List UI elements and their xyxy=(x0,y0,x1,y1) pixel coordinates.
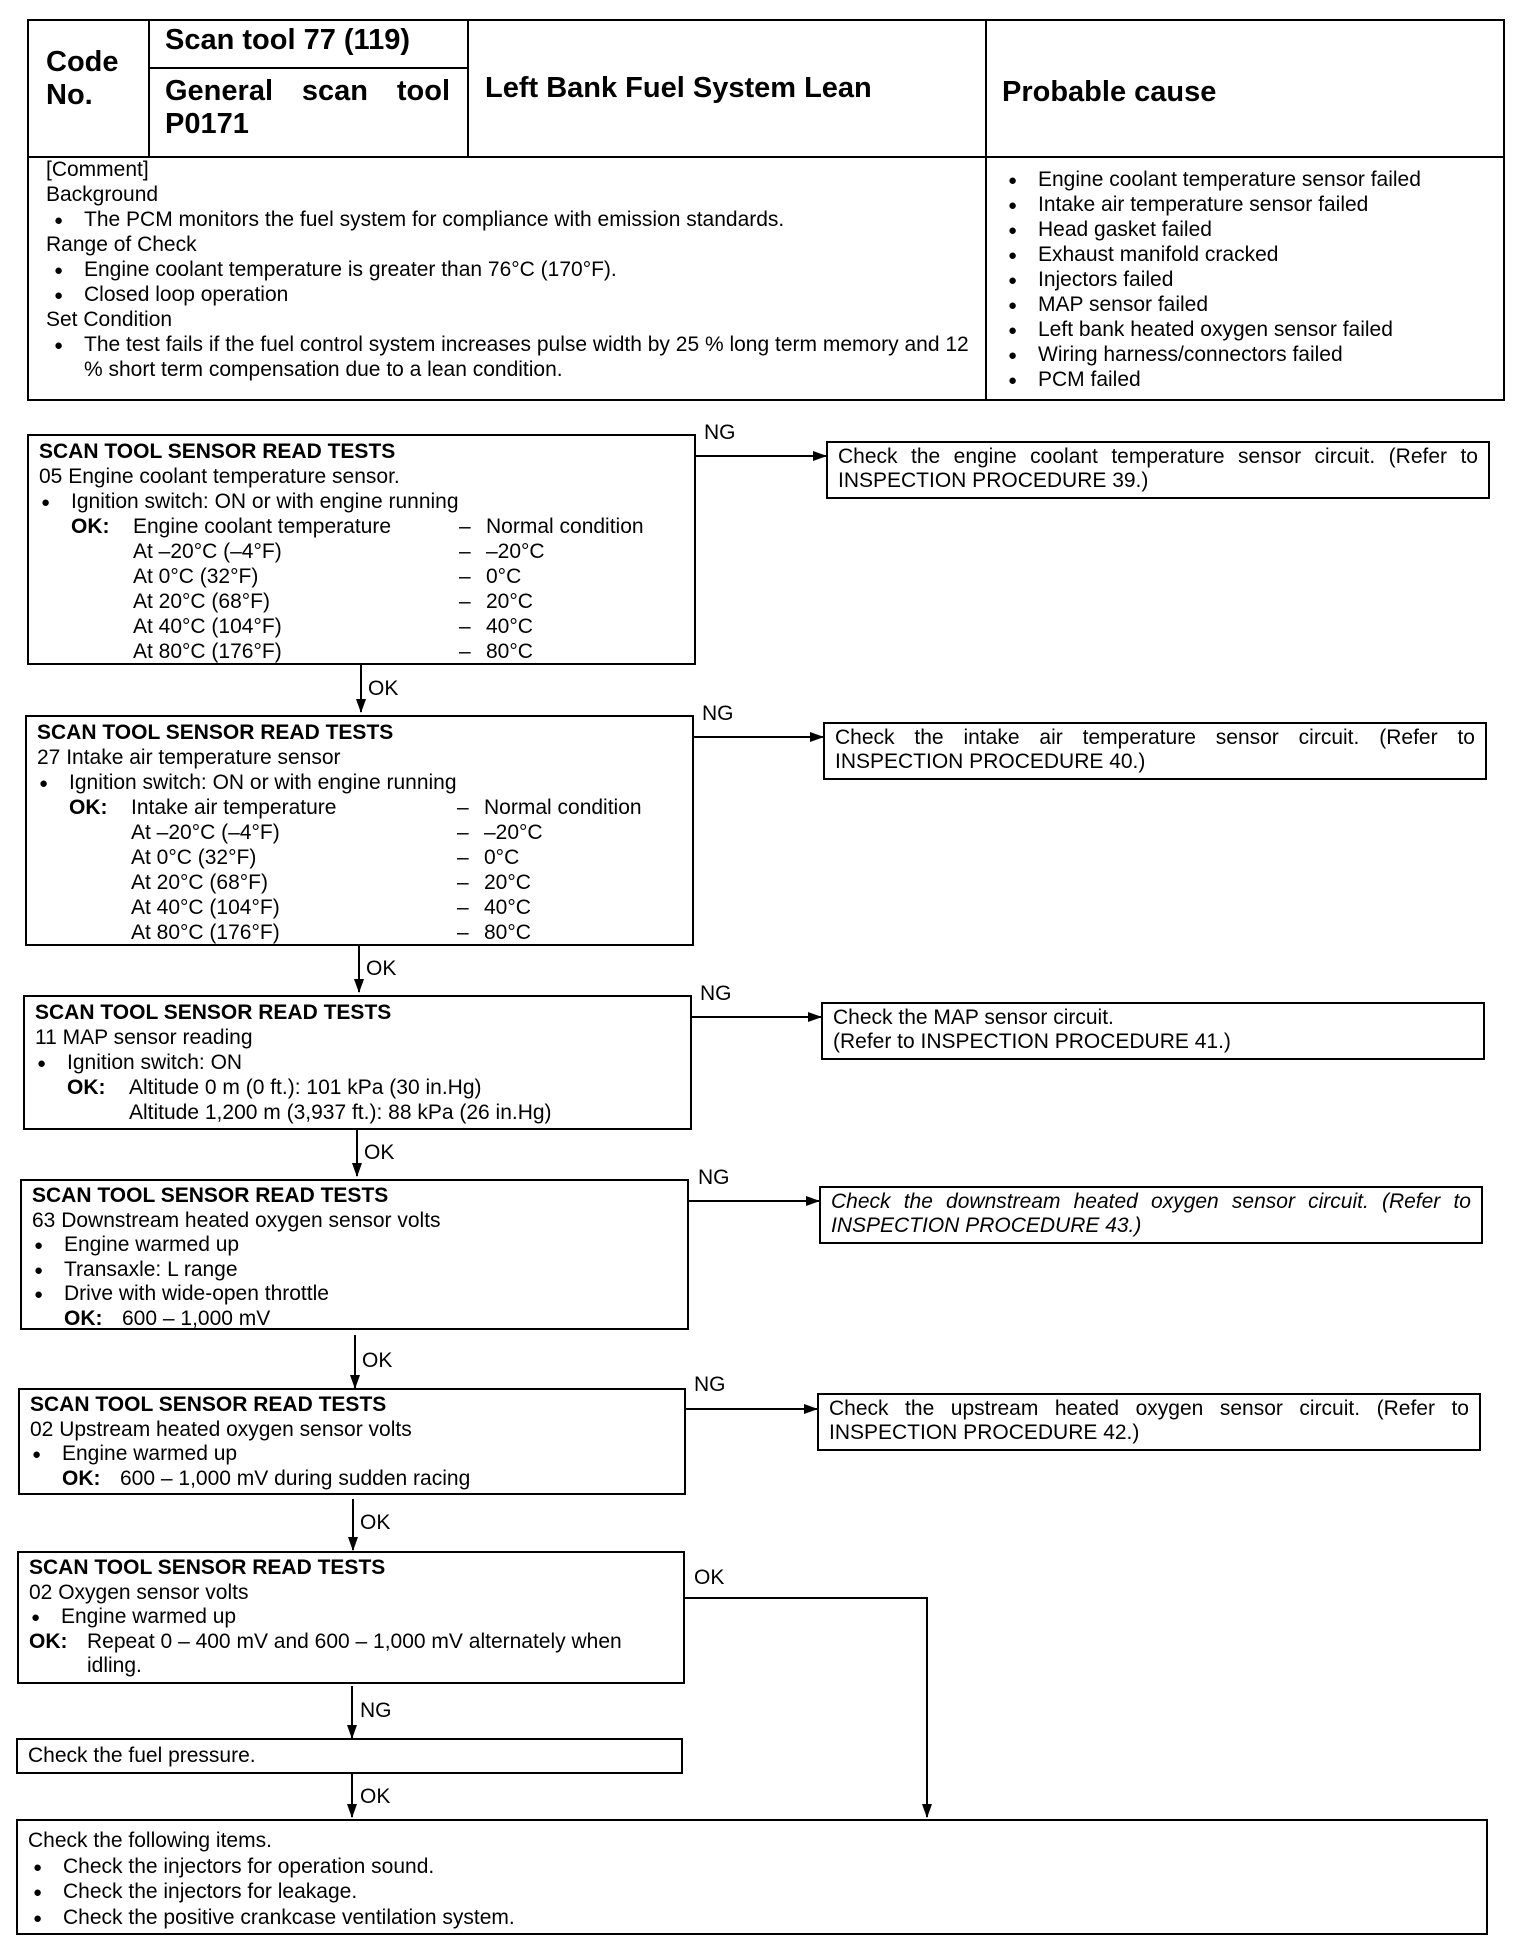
dash: – xyxy=(459,515,471,538)
ok-label: OK xyxy=(364,1141,395,1164)
ok-label: OK: xyxy=(71,515,110,538)
ok-value: 600 – 1,000 mV during sudden racing xyxy=(120,1466,471,1490)
row-left: At 0°C (32°F) xyxy=(131,846,257,869)
cause-item: ● Head gasket failed xyxy=(1038,217,1498,242)
final-item: ● Check the injectors for leakage. xyxy=(63,1879,1511,1905)
dash: – xyxy=(459,640,471,663)
cause-item: ● Left bank heated oxygen sensor failed xyxy=(1038,317,1498,342)
ok-value: 600 – 1,000 mV xyxy=(122,1306,271,1330)
scan-tool-code: Scan tool 77 (119) xyxy=(165,24,410,56)
ok-row xyxy=(131,895,776,920)
range-item-2: ● Closed loop operation xyxy=(84,282,1014,307)
ok-label: OK xyxy=(362,1349,393,1372)
test-title: SCAN TOOL SENSOR READ TESTS xyxy=(29,1556,386,1579)
ok-row xyxy=(133,539,778,564)
ok-row xyxy=(133,589,778,614)
row-left: At 80°C (176°F) xyxy=(131,921,280,944)
ok-label: OK xyxy=(694,1566,725,1589)
set-condition-label: Set Condition xyxy=(46,308,173,331)
ng-result-intake-air: Check the intake air temperature sensor circuit. (Refer to INSPECTION PROCEDURE 40.) xyxy=(823,722,1487,780)
row-right: 0°C xyxy=(486,565,522,588)
final-title: Check the following items. xyxy=(28,1829,272,1852)
cause-item: ● MAP sensor failed xyxy=(1038,292,1498,317)
probable-cause-heading: Probable cause xyxy=(1002,76,1217,108)
dash: – xyxy=(457,821,469,844)
test-title: SCAN TOOL SENSOR READ TESTS xyxy=(39,440,396,463)
row-left: At 40°C (104°F) xyxy=(133,615,282,638)
ng-label: NG xyxy=(704,421,736,444)
row-left: At 0°C (32°F) xyxy=(133,565,259,588)
row-right: 20°C xyxy=(486,590,533,613)
dash: – xyxy=(459,615,471,638)
background-label: Background xyxy=(46,183,159,206)
row-left: At 40°C (104°F) xyxy=(131,896,280,919)
test-condition: ● Transaxle: L range xyxy=(64,1258,709,1283)
row-right: 80°C xyxy=(484,921,531,944)
ok-label: OK: xyxy=(67,1076,106,1099)
test-condition: ● Ignition switch: ON or with engine running xyxy=(71,489,716,514)
ok-line xyxy=(64,1307,709,1332)
test-title: SCAN TOOL SENSOR READ TESTS xyxy=(32,1184,389,1207)
ok-row xyxy=(133,614,778,639)
ok-row xyxy=(131,845,776,870)
set-condition-item: ● The test fails if the fuel control system increases pulse width by 25 % long term memory and 12 % short term compensation due to a lean condition. xyxy=(84,332,979,382)
ok-label: OK: xyxy=(64,1306,103,1330)
ng-label: NG xyxy=(694,1373,726,1396)
row-right: 40°C xyxy=(484,896,531,919)
ok-line xyxy=(67,1075,712,1100)
ok-label: OK: xyxy=(62,1466,101,1490)
test-item: 02 Upstream heated oxygen sensor volts xyxy=(30,1417,412,1441)
ok-label: OK xyxy=(366,957,397,980)
cause-item: ● Intake air temperature sensor failed xyxy=(1038,192,1498,217)
ng-label: NG xyxy=(702,702,734,725)
test-condition: ● Ignition switch: ON or with engine running xyxy=(69,770,714,795)
ng-result-line: (Refer to INSPECTION PROCEDURE 41.) xyxy=(833,1030,1231,1053)
row-left: At 20°C (68°F) xyxy=(133,590,271,613)
cause-item: ● Wiring harness/connectors failed xyxy=(1038,342,1498,367)
row-left: At –20°C (–4°F) xyxy=(133,540,282,563)
test-item: 27 Intake air temperature sensor xyxy=(37,746,341,769)
ok-label: OK xyxy=(360,1511,391,1534)
fuel-pressure-box: Check the fuel pressure. xyxy=(16,1738,683,1774)
test-box-intake-air xyxy=(25,715,694,946)
test-title: SCAN TOOL SENSOR READ TESTS xyxy=(30,1393,387,1416)
row-left: At –20°C (–4°F) xyxy=(131,821,280,844)
test-box-coolant xyxy=(27,434,696,665)
ng-result-map-sensor xyxy=(821,1002,1485,1060)
row-right: 0°C xyxy=(484,846,520,869)
range-label: Range of Check xyxy=(46,233,197,256)
ok-branch-line xyxy=(685,1598,927,1817)
ng-label: NG xyxy=(698,1166,730,1189)
test-condition: ● Engine warmed up xyxy=(64,1233,709,1258)
ng-result-downstream-o2: Check the downstream heated oxygen sensor circuit. (Refer to INSPECTION PROCEDURE 43.) xyxy=(819,1186,1483,1244)
ok-label: OK xyxy=(360,1785,391,1808)
ng-result-coolant: Check the engine coolant temperature sensor circuit. (Refer to INSPECTION PROCEDURE 39.) xyxy=(826,441,1490,499)
row-right: 40°C xyxy=(486,615,533,638)
dash: – xyxy=(457,796,469,819)
cause-item: ● Exhaust manifold cracked xyxy=(1038,242,1498,267)
test-condition: ● Drive with wide-open throttle xyxy=(64,1282,709,1307)
ok-row xyxy=(133,639,778,664)
ng-label: NG xyxy=(700,982,732,1005)
test-item: 02 Oxygen sensor volts xyxy=(29,1580,249,1604)
final-check-box xyxy=(16,1819,1488,1935)
range-item-1: ● Engine coolant temperature is greater than 76°C (170°F). xyxy=(84,257,1014,282)
ok-head-left: Engine coolant temperature xyxy=(133,515,391,538)
ok-head-left: Intake air temperature xyxy=(131,796,337,819)
test-box-upstream-o2 xyxy=(18,1388,686,1495)
ng-result-upstream-o2: Check the upstream heated oxygen sensor circuit. (Refer to INSPECTION PROCEDURE 42.) xyxy=(817,1393,1481,1451)
test-title: SCAN TOOL SENSOR READ TESTS xyxy=(35,1001,392,1024)
ok-label: OK: xyxy=(69,796,108,819)
ok-head-right: Normal condition xyxy=(486,515,644,538)
ok-label: OK xyxy=(368,677,399,700)
test-item: 05 Engine coolant temperature sensor. xyxy=(39,465,400,488)
row-right: 20°C xyxy=(484,871,531,894)
dash: – xyxy=(457,871,469,894)
dash: – xyxy=(459,565,471,588)
ok-row xyxy=(131,920,776,945)
row-right: –20°C xyxy=(486,540,545,563)
code-label: Code No. xyxy=(46,46,119,111)
ok-value: Altitude 1,200 m (3,937 ft.): 88 kPa (26 in.Hg) xyxy=(129,1101,552,1124)
dash: – xyxy=(457,896,469,919)
ng-result-line: Check the MAP sensor circuit. xyxy=(833,1006,1114,1029)
test-item: 11 MAP sensor reading xyxy=(35,1026,253,1049)
ng-label: NG xyxy=(360,1699,392,1722)
ok-label: OK: xyxy=(29,1629,68,1653)
page-title: Left Bank Fuel System Lean xyxy=(485,72,872,104)
test-item: 63 Downstream heated oxygen sensor volts xyxy=(32,1208,441,1232)
ok-row xyxy=(131,820,776,845)
ok-value: Repeat 0 – 400 mV and 600 – 1,000 mV alternately when idling. xyxy=(87,1629,622,1677)
ok-head-right: Normal condition xyxy=(484,796,642,819)
dash: – xyxy=(457,846,469,869)
cause-item: ● PCM failed xyxy=(1038,367,1498,392)
comment-label: [Comment] xyxy=(46,158,149,181)
cause-item: ● Engine coolant temperature sensor failed xyxy=(1038,167,1498,192)
test-condition: ● Engine warmed up xyxy=(61,1605,705,1630)
general-scan-tool-code: General scan tool P0171 xyxy=(165,75,450,140)
ok-header xyxy=(71,514,716,539)
dash: – xyxy=(459,590,471,613)
cause-item: ● Injectors failed xyxy=(1038,267,1498,292)
ok-line xyxy=(29,1630,673,1679)
dash: – xyxy=(459,540,471,563)
test-condition: ● Engine warmed up xyxy=(62,1442,706,1467)
final-item: ● Check the positive crankcase ventilation system. xyxy=(63,1905,1511,1931)
test-box-downstream-o2 xyxy=(20,1179,689,1330)
dash: – xyxy=(457,921,469,944)
row-right: –20°C xyxy=(484,821,543,844)
final-item: ● Check the injectors for operation sound. xyxy=(63,1854,1511,1880)
test-title: SCAN TOOL SENSOR READ TESTS xyxy=(37,721,394,744)
ok-value: Altitude 0 m (0 ft.): 101 kPa (30 in.Hg) xyxy=(129,1076,482,1099)
ok-line xyxy=(62,1467,706,1492)
row-right: 80°C xyxy=(486,640,533,663)
test-box-map-sensor xyxy=(23,995,692,1130)
background-item: ● The PCM monitors the fuel system for compliance with emission standards. xyxy=(84,207,1014,232)
ok-row xyxy=(131,870,776,895)
row-left: At 20°C (68°F) xyxy=(131,871,269,894)
test-condition: ● Ignition switch: ON xyxy=(67,1050,712,1075)
row-left: At 80°C (176°F) xyxy=(133,640,282,663)
test-box-oxygen-sensor xyxy=(17,1551,685,1684)
ok-row xyxy=(133,564,778,589)
ok-header xyxy=(69,795,714,820)
